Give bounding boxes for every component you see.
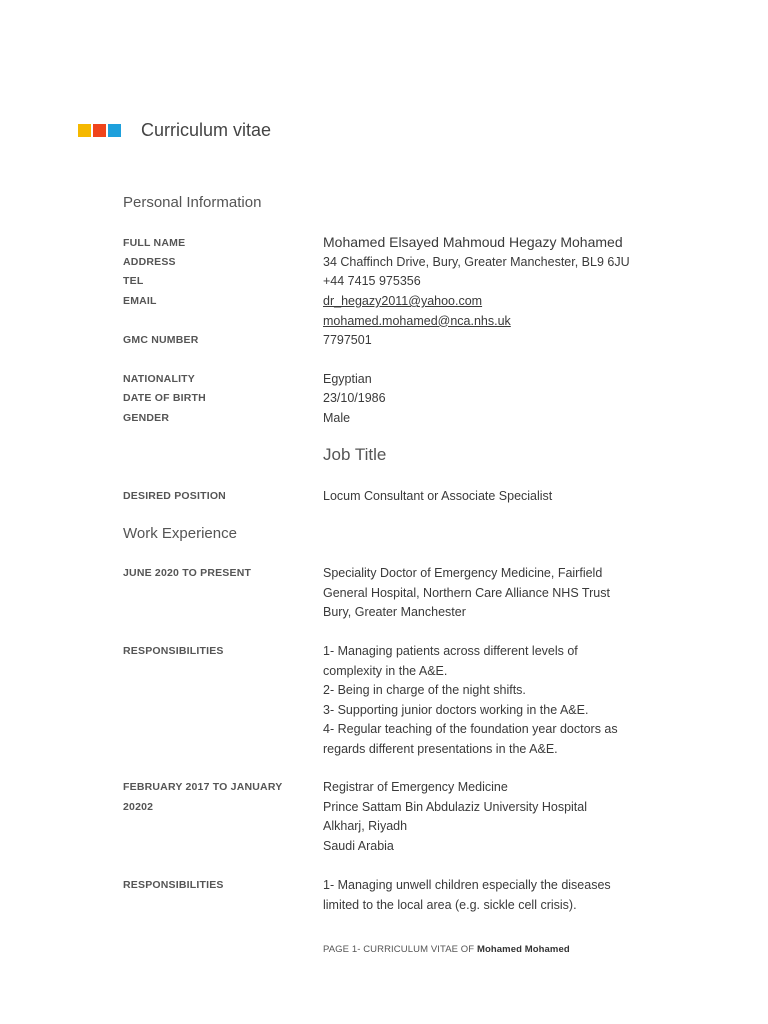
responsibilities-label: RESPONSIBILITIES [123,879,224,891]
cv-header [78,120,271,141]
nationality-value: Egyptian [323,372,372,386]
job-period-line: 20202 [123,800,154,813]
full-name-value: Mohamed Elsayed Mahmoud Hegazy Mohamed [323,234,623,250]
responsibility-line: complexity in the A&E. [323,663,448,678]
responsibility-line: 1- Managing unwell children especially the diseases [323,878,611,892]
email-link-yahoo[interactable]: dr_hegazy2011@yahoo.com [323,294,483,308]
address-label: ADDRESS [123,256,176,268]
tel-label: TEL [123,275,144,287]
gmc-label: GMC NUMBER [123,334,199,346]
job-period [123,778,313,817]
tel-value: +44 7415 975356 [323,274,421,288]
logo-swatch-red [93,124,106,137]
email-link-nhs[interactable]: mohamed.mohamed@nca.nhs.uk [323,313,511,328]
nationality-label: NATIONALITY [123,373,195,385]
responsibility-line: regards different presentations in the A&E. [323,741,558,756]
responsibility-line: limited to the local area (e.g. sickle cell crisis). [323,897,577,912]
responsibility-line: 2- Being in charge of the night shifts. [323,683,526,697]
job-period-line: FEBRUARY 2017 TO JANUARY [123,781,283,793]
desired-position-label: DESIRED POSITION [123,490,226,502]
footer-name: Mohamed Mohamed [476,944,570,955]
responsibilities-list [323,642,653,759]
section-heading-work: Work Experience [123,525,237,542]
job-role-line: Speciality Doctor of Emergency Medicine, Fairfield [323,566,603,580]
logo-swatch-yellow [78,124,91,137]
full-name-label: FULL NAME [123,237,186,249]
dob-value: 23/10/1986 [323,391,386,405]
gmc-value: 7797501 [323,333,372,347]
responsibilities-list [323,876,653,915]
page-footer [323,944,570,955]
dob-label: DATE OF BIRTH [123,392,206,404]
footer-prefix: PAGE 1- CURRICULUM VITAE OF [323,944,475,955]
section-heading-personal: Personal Information [123,194,262,211]
responsibility-line: 3- Supporting junior doctors working in the A&E. [323,702,589,717]
job-role [323,778,653,856]
gender-value: Male [323,411,351,425]
responsibility-line: 4- Regular teaching of the foundation year doctors as [323,722,618,736]
document-title: Curriculum vitae [141,120,272,140]
responsibility-line: 1- Managing patients across different levels of [323,644,578,658]
job-period-line: JUNE 2020 TO PRESENT [123,567,252,579]
job-period [123,564,313,584]
logo-swatch-blue [108,124,121,137]
job-role-line: Bury, Greater Manchester [323,605,466,619]
job-role-line: Saudi Arabia [323,838,394,853]
job-role-line: Registrar of Emergency Medicine [323,780,508,794]
email-label: EMAIL [123,295,157,307]
desired-position-value: Locum Consultant or Associate Specialist [323,489,553,503]
gender-label: GENDER [123,412,170,424]
address-value: 34 Chaffinch Drive, Bury, Greater Manchester, BL9 6JU [323,255,630,269]
job-role-line: General Hospital, Northern Care Alliance NHS Trust [323,585,610,600]
responsibilities-label: RESPONSIBILITIES [123,645,224,657]
job-role-line: Alkharj, Riyadh [323,819,408,833]
job-role-line: Prince Sattam Bin Abdulaziz University Hospital [323,799,588,814]
job-role [323,564,653,623]
email-values [323,292,653,331]
section-heading-job-title: Job Title [323,445,387,464]
